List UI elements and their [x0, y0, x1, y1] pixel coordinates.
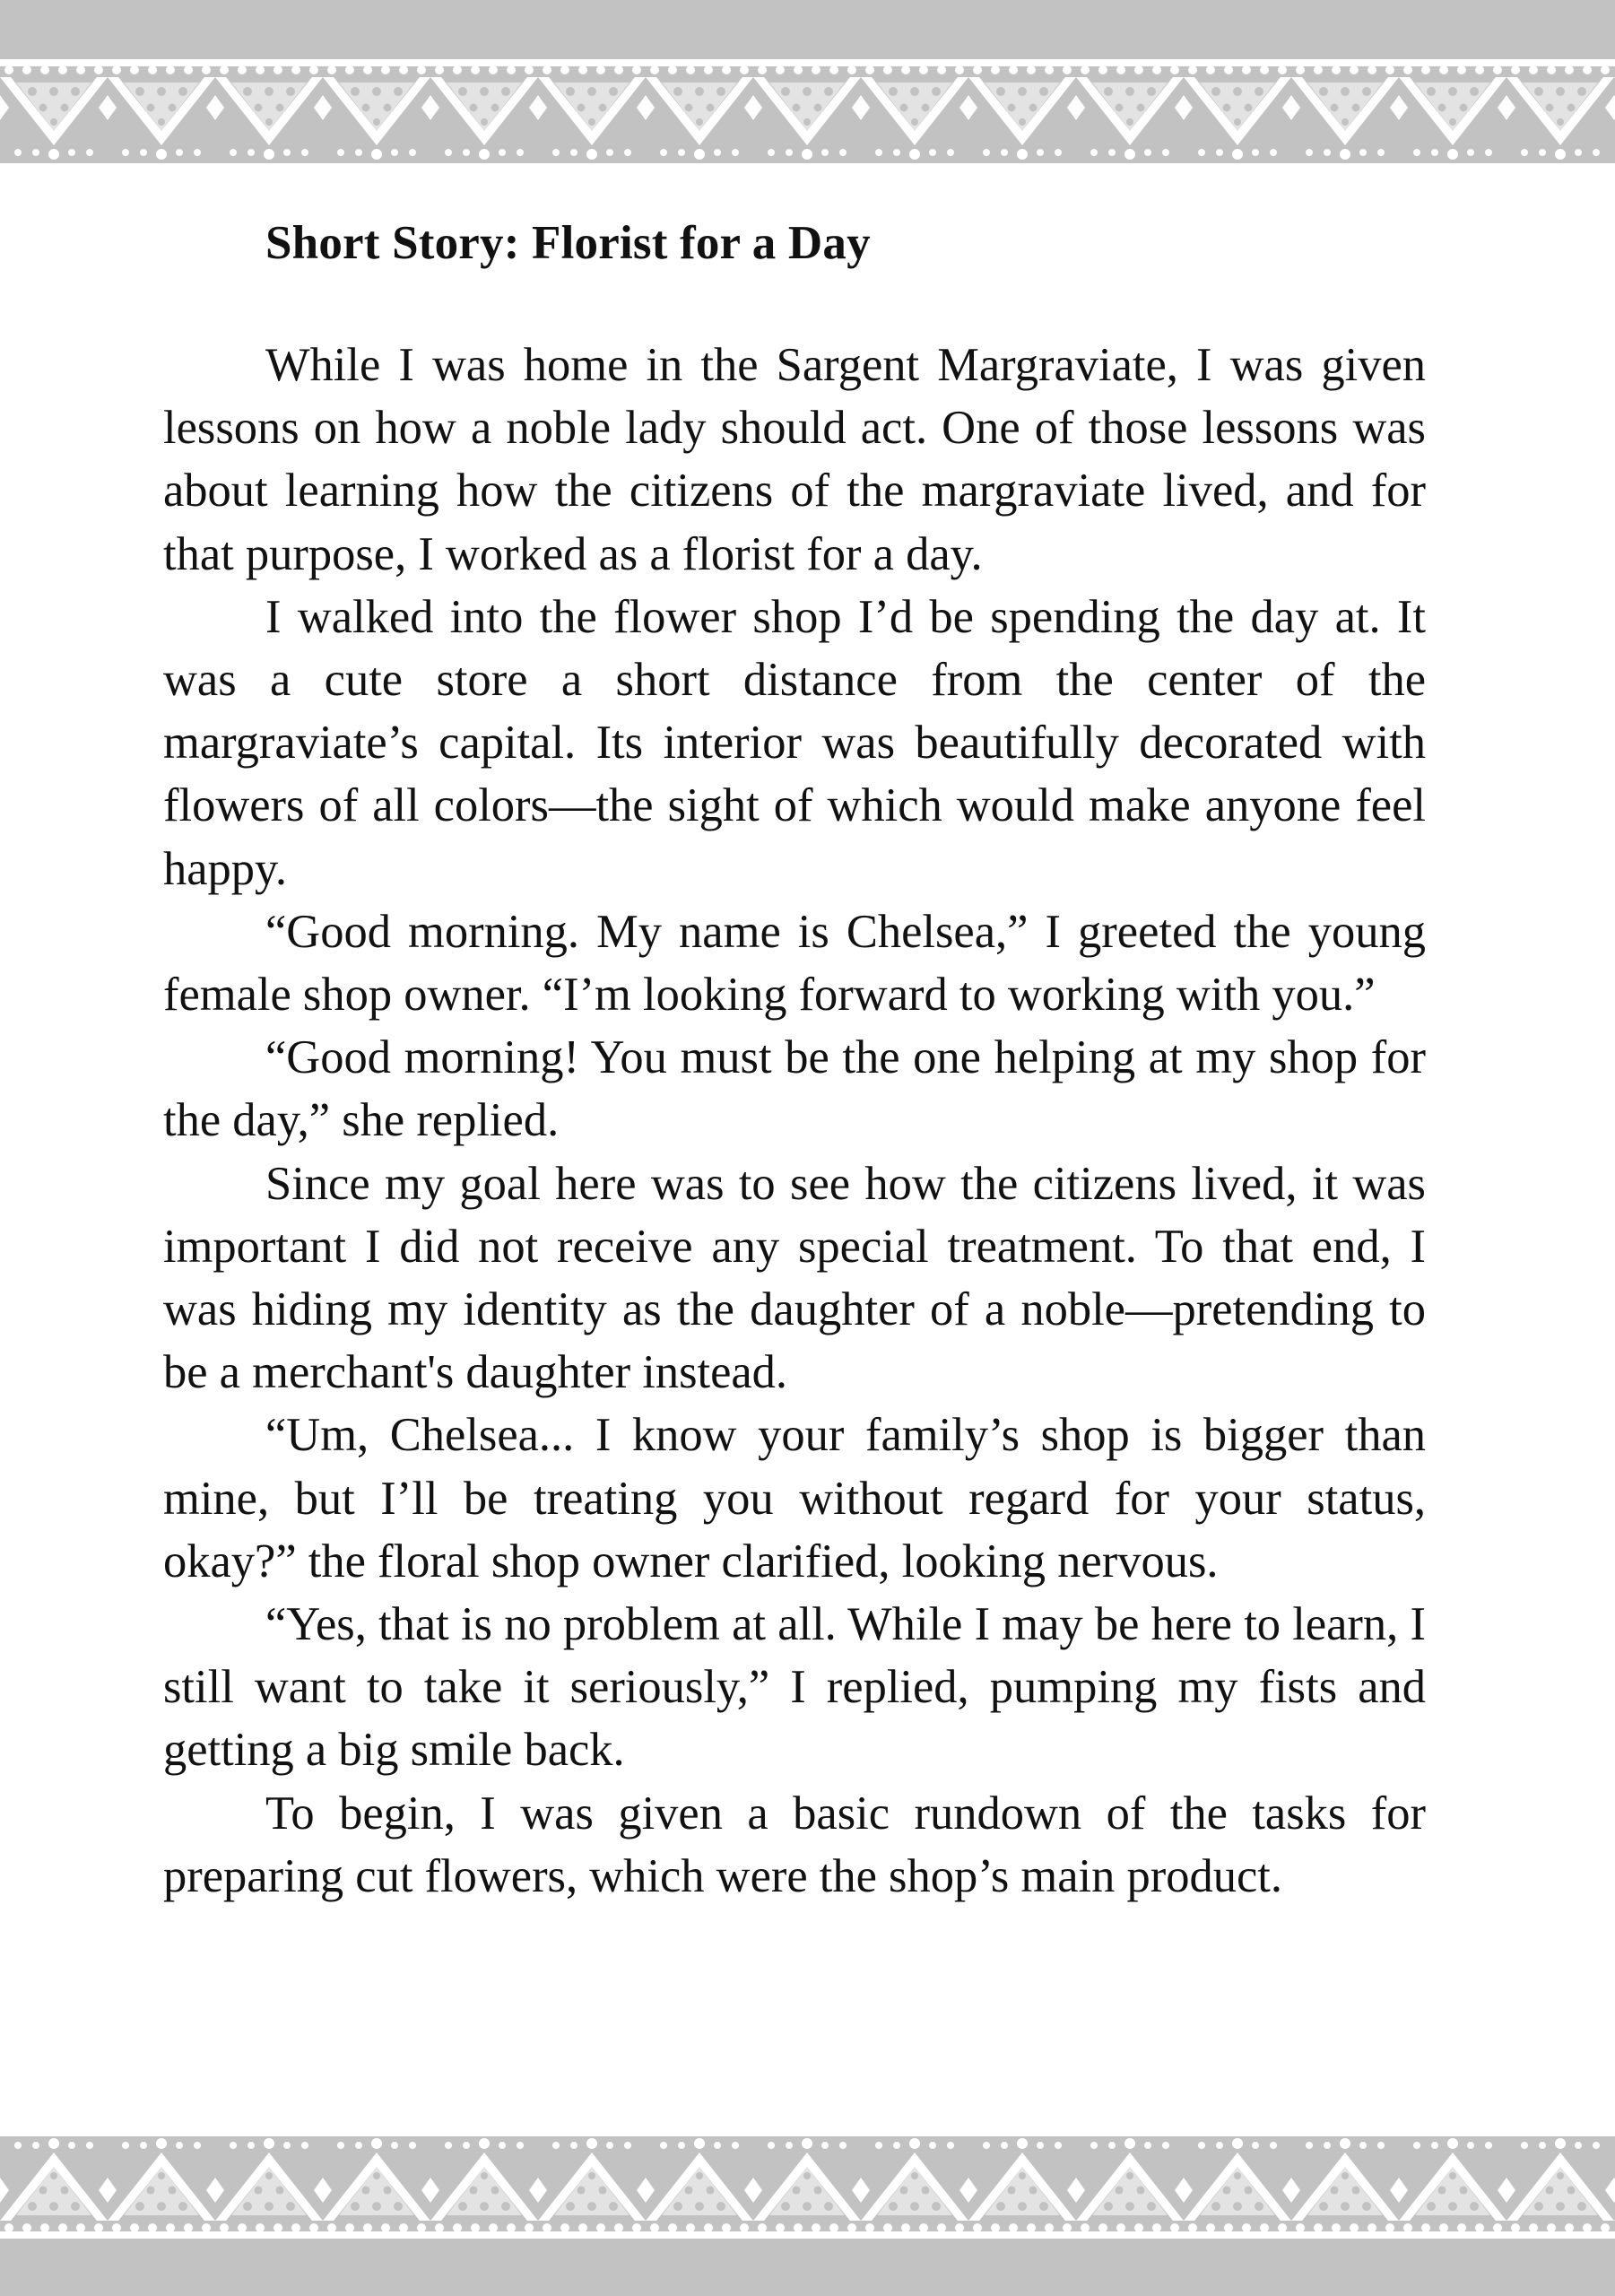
- story-paragraph: “Um, Chelsea... I know your family’s shop is bigger than mine, but I’ll be treating you without regard for your status, okay?” the floral shop owner clarified, looking nervous.: [163, 1409, 1426, 1587]
- top-border-band: [0, 0, 1615, 56]
- bottom-lace-border: [0, 2136, 1615, 2242]
- story-title: Short Story: Florist for a Day: [265, 217, 871, 269]
- bottom-border-band: [0, 2242, 1615, 2296]
- story-content: [163, 212, 1426, 1908]
- story-paragraph: Since my goal here was to see how the citizens lived, it was important I did not receive any special treatment. To that end, I was hiding my identity as the daughter of a noble—pretending to be a merchant's daughter instead.: [163, 1157, 1426, 1399]
- top-lace-border: [0, 56, 1615, 163]
- story-paragraph: While I was home in the Sargent Margraviate, I was given lessons on how a noble lady should act. One of those lessons was about learning how the citizens of the margraviate lived, and for that purpose, I worked as a florist for a day.: [163, 339, 1426, 580]
- story-paragraph: I walked into the flower shop I’d be spending the day at. It was a cute store a short distance from the center of the margraviate’s capital. Its interior was beautifully decorated with flowers of all colors—the sight of which would make anyone feel happy.: [163, 590, 1426, 895]
- story-paragraph: “Good morning. My name is Chelsea,” I greeted the young female shop owner. “I’m looking forward to working with you.”: [163, 905, 1426, 1022]
- story-paragraph: “Good morning! You must be the one helping at my shop for the day,” she replied.: [163, 1031, 1426, 1147]
- story-paragraph: To begin, I was given a basic rundown of the tasks for preparing cut flowers, which were the shop’s main product.: [163, 1787, 1426, 1902]
- story-paragraph: “Yes, that is no problem at all. While I may be here to learn, I still want to take it seriously,” I replied, pumping my fists and getting a big smile back.: [163, 1598, 1426, 1777]
